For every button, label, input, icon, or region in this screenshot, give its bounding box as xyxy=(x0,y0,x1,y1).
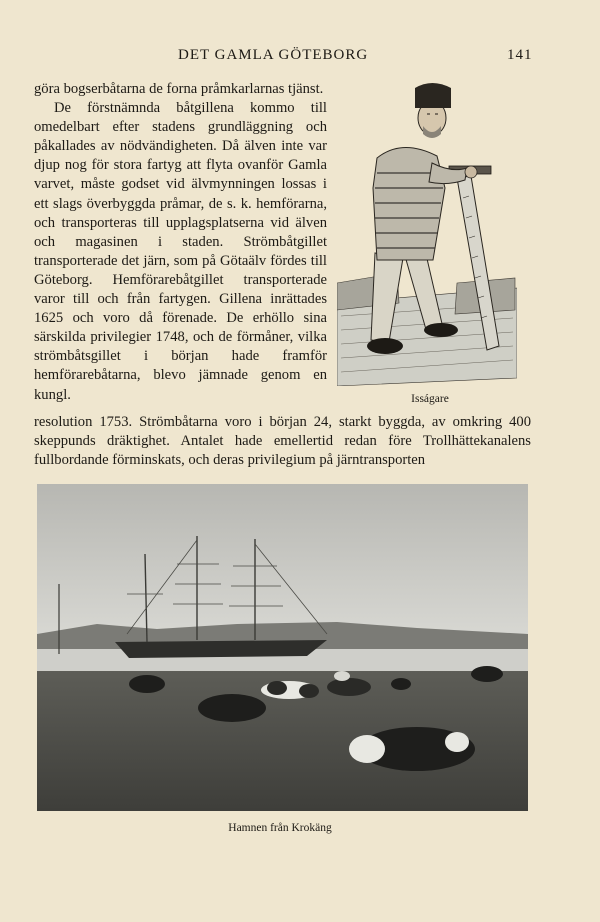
paragraph-continued: göra bogserbåtarna de forna pråmkarlarnas tjänst. xyxy=(34,81,324,97)
text-column xyxy=(34,80,327,405)
illustration-ice-sawyer xyxy=(337,78,517,386)
photo-harbour-krokang xyxy=(37,484,528,811)
paragraph-resolution: resolution 1753. Strömbåtarna voro i början 24, starkt byggda, av omkring 400 skeppunds dräktighet. Antalet hade emellertid redan före Trollhättekanalens fullbordande förminskats, och deras privilegium på järntransporten xyxy=(34,414,531,469)
text-full-width xyxy=(34,413,531,470)
paragraph-batgillen: De förstnämnda båtgillena kommo till omedelbart efter stadens grundläggning och påkallades av nödvändigheten. Då älven inte var djup nog för stora fartyg att flyta ovanför Gamla varvet, måste godset vid älvmynningen lossas i ett slags överbyggda pråmar, de s. k. hemförarna, och transporteras till upplagsplatserna vid älven och magasinen i staden. Strömbåtgillet transporterade det järn, som på Götaälv fördes till Göteborg. Hemförarebåtgillet transporterade varor till och från fartygen. Gillena inrättades 1625 och voro då förenade. De erhöllo sina särskilda privilegier 1748, och de förmåner, vilka strömbåtsgillet i början hade framför hemförarebåtarna, blevo jämnade genom en kungl. xyxy=(34,100,327,403)
illustration-caption: Isságare xyxy=(411,393,449,405)
running-header xyxy=(0,47,600,69)
running-title: DET GAMLA GÖTEBORG xyxy=(178,47,369,63)
photo-caption: Hamnen från Krokäng xyxy=(228,822,332,834)
page-number: 141 xyxy=(507,47,533,63)
